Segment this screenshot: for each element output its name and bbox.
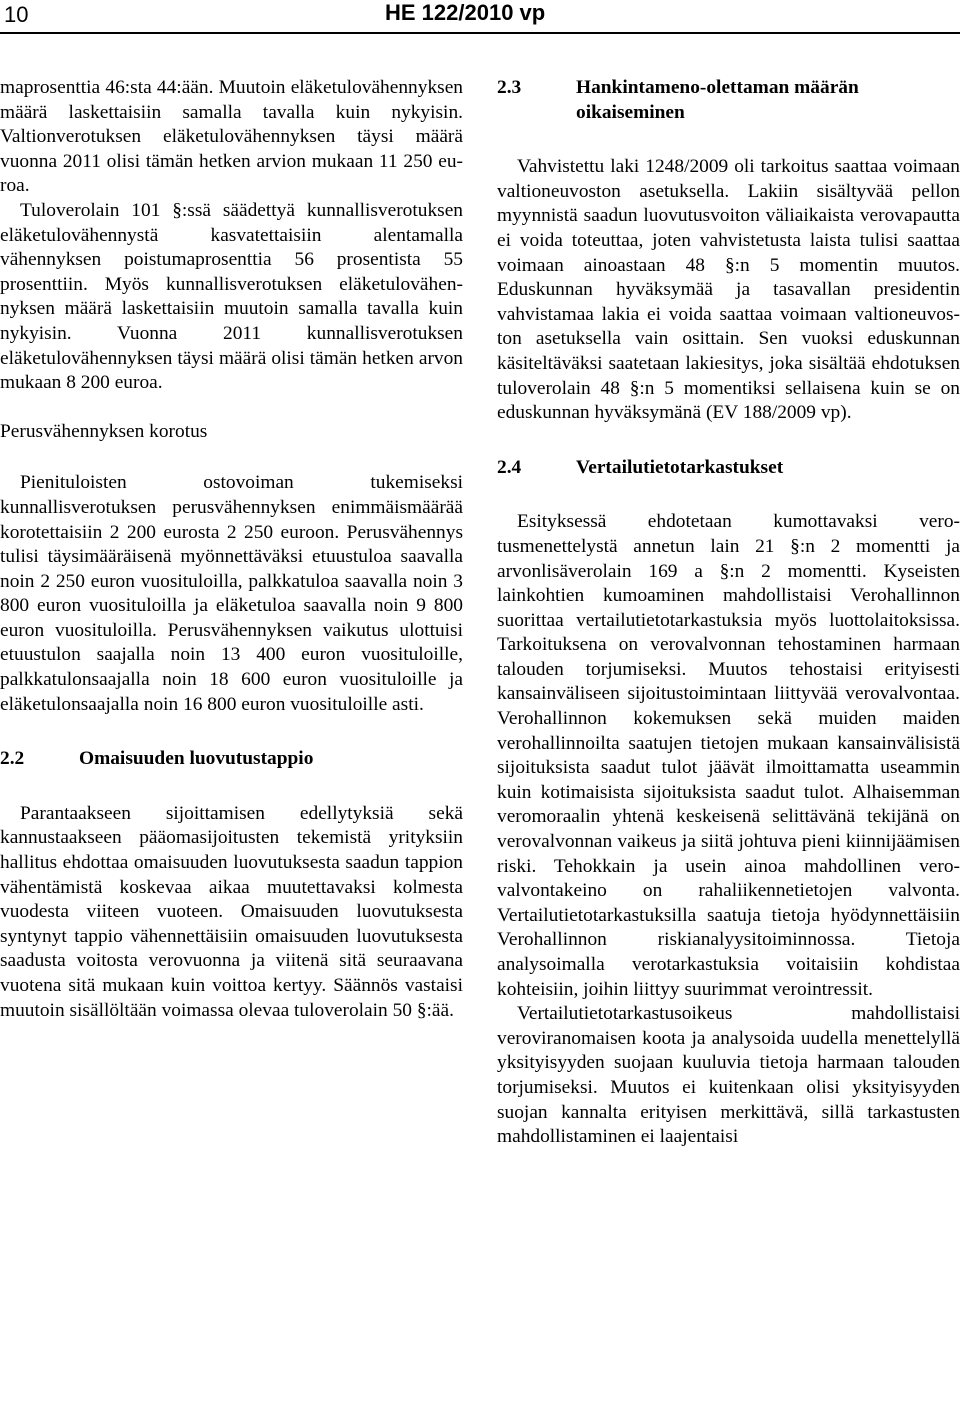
header-rule (0, 32, 960, 34)
document-id: HE 122/2010 vp (385, 0, 546, 25)
paragraph: Vahvistettu laki 1248/2009 oli tarkoitus saattaa voimaan valtioneuvoston asetuksella. Lakiin sisältyvää pellon myynnistä saadun luovutusvoiton väliaikaista verovapautta ei voida toteuttaa, joten vahvistetusta laista tulisi saattaa voimaan ainoastaan 48 §:n 5 momentin muutos. Eduskunnan hyväksymää ja tasavallan presidentin vahvistamaa lakia ei voida saattaa voimaan valtioneuvoston asetuksella vain osittain. Sen vuoksi eduskunnan käsiteltäväksi saatetaan lakiesitys, joka sisältää ehdotuksen tuloverolain 48 §:n 5 momentiksi sellaisena kuin se on eduskunnan hyväksymänä (EV 188/2009 vp). (497, 156, 960, 424)
section-heading (497, 76, 960, 125)
right-column (497, 76, 960, 1150)
section-heading (0, 747, 463, 772)
paragraph: Vertailutietotarkastusoikeus mahdollistaisi veroviranomaisen koota ja analysoida uudella menettelyllä yksityisyyden suojaan kuuluvia tietoja harmaan talouden torjumiseksi. Muutos ei kuitenkaan olisi yksityisyyden suojan kannalta erityisen merkittävä, sillä tarkastusten mahdollistaminen ei laajentaisi (497, 1003, 960, 1148)
section-number: 2.4 (497, 456, 522, 478)
paragraph: Pienituloisten ostovoiman tukemiseksi kunnallisverotuksen perusvähennyksen enimmäismäärää korotettaisiin 2 200 eurosta 2 250 euroon. Perusvähennys tulisi täysimääräisenä myönnettäväksi etuustuloa saavalla noin 2 250 euron vuosituloilla, palkkatuloa saavalla noin 3 800 euron vuosituloilla ja eläketuloa saavalla noin 9 800 euron vuosituloilla. Perusvähennyksen vaikutus ulottuisi etuustulon saajalla noin 13 400 euron vuosituloille, palkkatulonsaajalla noin 18 600 euron vuosituloille ja eläketulonsaajalla noin 16 800 euron vuosituloille asti. (0, 472, 463, 715)
section-heading (497, 456, 960, 481)
page-header (0, 0, 960, 36)
subheading: Perusvähennyksen korotus (0, 420, 208, 442)
section-number: 2.3 (497, 77, 522, 98)
section-title: Vertailutietotarkastukset (576, 456, 784, 478)
left-column (0, 76, 463, 1023)
page-number: 10 (4, 2, 29, 27)
section-title: Omaisuuden luovutustappio (79, 748, 314, 770)
paragraph: Tuloverolain 101 §:ssä säädettyä kunnallisverotuksen eläketulovähennystä kasvatettaisiin alentamalla vähennyksen poistumaprosenttia 56 prosentista 55 prosenttiin. Myös kunnallisverotuksen eläketulovähennyksen määrä laskettaisiin muutoin samalla tavalla kuin nykyisin. Vuonna 2011 kunnallisverotuksen eläketulovähennyksen täysi määrä olisi tämän hetken arvon mukaan 8 200 euroa. (0, 199, 463, 394)
section-title: Hankintameno-olettaman määrän oikaiseminen (576, 77, 859, 123)
paragraph: maprosenttia 46:sta 44:ään. Muutoin eläketulovähennyksen määrä laskettaisiin samalla tavalla kuin nykyisin. Valtionverotuksen eläketulovähennyksen täysi määrä vuonna 2011 olisi tämän hetken arvion mukaan 11 250 euroa. (0, 77, 463, 197)
paragraph: Esityksessä ehdotetaan kumottavaksi verotusmenettelystä annetun lain 21 §:n 2 momentti ja arvonlisäverolain 169 a §:n 2 momentti. Kyseisten lainkohtien kumoaminen mahdollistaisi Verohallinnon suorittaa vertailutietotarkastuksia myös luottolaitoksissa. Tarkoituksena on verovalvonnan tehostaminen harmaan talouden torjumiseksi. Muutos tehostaisi erityisesti kansainväliseen sijoitustoimintaan liittyvää verovalvontaa. Verohallinnon kokemuksen sekä muiden maiden verohallinnoilta saatujen tietojen mukaan kansainvälisistä sijoituksista saadut tulot jäävät ilmoittamatta useammin kuin kotimaisista sijoituksista saadut tulot. Alhaisemman veromoraalin yhtenä keskeisenä selittävänä tekijänä on verovalvonnan vaikeus ja siitä johtuva pieni kiinnijäämisen riski. Tehokkain ja usein ainoa mahdollinen verovalvontakeino on rahaliikennetietojen valvonta. Vertailutietotarkastuksilla saatuja tietoja hyödynnettäisiin Verohallinnon riskianalyysitoiminnossa. Tietoja analysoimalla verotarkastuksia voitaisiin kohdistaa kohteisiin, joihin liittyy suurimmat verointressit. (497, 511, 960, 1000)
section-number: 2.2 (0, 748, 25, 770)
paragraph: Parantaakseen sijoittamisen edellytyksiä sekä kannustaakseen pääomasijoitusten tekemistä yrityksiin hallitus ehdottaa omaisuuden luovutuksesta saadun tappion vähentämistä koskevaa aikaa muutettavaksi kolmesta vuodesta viiteen vuoteen. Omaisuuden luovutuksesta syntynyt tappio vähennettäisiin omaisuuden luovutuksesta saadusta voitosta verovuonna ja viitenä sitä seuraavana vuotena sitä mukaan kuin voittoa kertyy. Säännös vastaisi muutoin sisällöltään voimassa olevaa tuloverolain 50 §:ää. (0, 802, 463, 1021)
